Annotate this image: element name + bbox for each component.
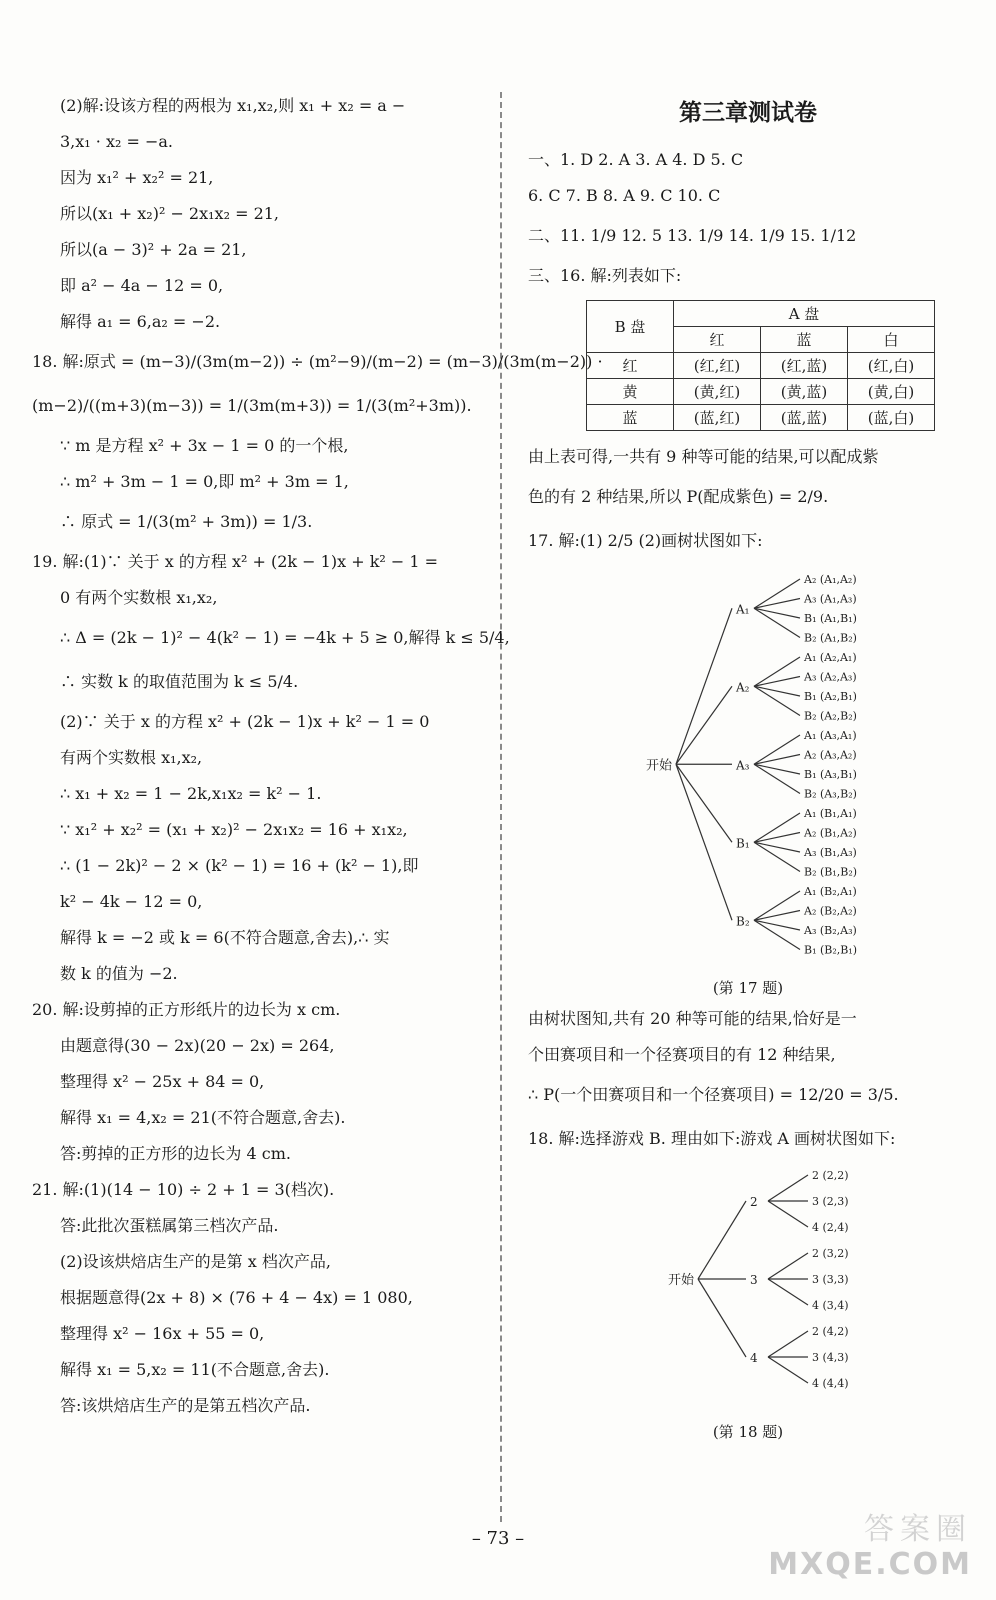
watermark-url: MXQE.COM — [768, 1547, 972, 1582]
tree-edge — [768, 1279, 808, 1305]
left-line: 即 a² − 4a − 12 = 0, — [60, 276, 224, 295]
table-cell: (红,白) — [848, 353, 935, 379]
tree-leaf-label: B₁ (A₂,B₁) — [804, 690, 857, 703]
tree-leaf-label: 2 (2,2) — [812, 1169, 849, 1182]
table-cell: (黄,红) — [674, 379, 761, 405]
tree-leaf-label: A₁ (B₂,A₁) — [804, 885, 857, 898]
tree-branch-label: 4 — [750, 1351, 758, 1365]
left-line: 整理得 x² − 25x + 84 = 0, — [60, 1072, 265, 1091]
q17-conclusion-line: 由树状图知,共有 20 种等可能的结果,恰好是一 — [528, 1009, 857, 1028]
table-row-label: 蓝 — [587, 405, 674, 431]
tree-diagram-18 — [528, 1161, 968, 1415]
tree-leaf-label: B₂ (A₃,B₂) — [804, 787, 857, 801]
tree-edge — [676, 764, 732, 842]
tree-branch-label: B₁ — [736, 836, 750, 851]
q17-conclusion — [528, 1001, 968, 1117]
left-line: 答:剪掉的正方形的边长为 4 cm. — [60, 1144, 291, 1163]
tree-leaf-label: A₃ (B₁,A₃) — [804, 846, 857, 859]
left-line: 解得 k = −2 或 k = 6(不符合题意,舍去),∴ 实 — [60, 928, 390, 947]
tree-diagram-17 — [528, 567, 968, 971]
left-column — [32, 88, 603, 1424]
tree-leaf-label: B₂ (A₂,B₂) — [804, 709, 857, 723]
tree-leaf-label: A₁ (B₁,A₁) — [804, 807, 857, 820]
tree-edge — [768, 1175, 808, 1201]
left-line: ∵ x₁² + x₂² = (x₁ + x₂)² − 2x₁x₂ = 16 + x₁x₂, — [60, 820, 408, 839]
q17-conclusion-line: ∴ P(一个田赛项目和一个径赛项目) = 12/20 = 3/5. — [528, 1085, 899, 1104]
q16-conclusion-2: 色的有 2 种结果,所以 P(配成紫色) = 2/9. — [528, 487, 829, 506]
left-line: 3,x₁ · x₂ = −a. — [60, 132, 174, 151]
tree-leaf-label: 3 (4,3) — [812, 1351, 849, 1364]
left-line: 所以(x₁ + x₂)² − 2x₁x₂ = 21, — [60, 204, 280, 223]
left-line: 答:该烘焙店生产的是第五档次产品. — [60, 1396, 311, 1415]
tree-branch-label: A₂ — [736, 680, 750, 695]
tree-leaf-label: 3 (2,3) — [812, 1195, 849, 1208]
left-line: (2)∵ 关于 x 的方程 x² + (2k − 1)x + k² − 1 = 0 — [60, 712, 430, 731]
tree-leaf-label: A₃ (A₁,A₃) — [804, 592, 857, 606]
tree-leaf-label: B₁ (A₁,B₁) — [804, 612, 857, 625]
tree-leaf-label: A₂ (B₂,A₂) — [804, 904, 857, 918]
tree-edge — [676, 764, 732, 920]
q17-intro: 17. 解:(1) 2/5 (2)画树状图如下: — [528, 531, 763, 550]
tree-leaf-label: 2 (4,2) — [812, 1325, 849, 1338]
left-line: ∴ 原式 = 1/(3(m² + 3m)) = 1/3. — [60, 512, 313, 531]
tree-leaf-label: A₂ (A₃,A₂) — [804, 748, 857, 762]
left-line: 20. 解:设剪掉的正方形纸片的边长为 x cm. — [32, 1000, 341, 1019]
tree-leaf-label: A₃ (A₂,A₃) — [804, 670, 857, 684]
tree-leaf-label: 4 (4,4) — [812, 1377, 849, 1390]
table-row-label: 红 — [587, 353, 674, 379]
left-line: 数 k 的值为 −2. — [60, 964, 178, 983]
table-cell: (蓝,蓝) — [761, 405, 848, 431]
tree-branch-label: A₁ — [736, 602, 750, 617]
left-line: 18. 解:原式 = (m−3)/(3m(m−2)) ÷ (m²−9)/(m−2) = (m−3)/(3m(m−2)) · — [32, 352, 603, 371]
left-line: 解得 x₁ = 4,x₂ = 21(不符合题意,舍去). — [60, 1108, 346, 1127]
tree-edge — [768, 1331, 808, 1357]
watermark-logo-text: 答案圈 — [864, 1512, 972, 1547]
tree-edge — [768, 1357, 808, 1383]
left-line: (2)解:设该方程的两根为 x₁,x₂,则 x₁ + x₂ = a − — [60, 96, 406, 115]
tree-edge — [698, 1201, 746, 1279]
column-divider — [500, 92, 502, 1522]
table-col-header: 蓝 — [761, 327, 848, 353]
tree-branch-label: A₃ — [736, 758, 750, 773]
left-line: ∴ Δ = (2k − 1)² − 4(k² − 1) = −4k + 5 ≥ 0,解得 k ≤ 5/4, — [60, 628, 510, 647]
tree-leaf-label: 4 (3,4) — [812, 1299, 849, 1312]
tree-leaf-label: A₃ (B₂,A₃) — [804, 924, 857, 937]
tree-edge — [676, 686, 732, 764]
left-line: (2)设该烘焙店生产的是第 x 档次产品, — [60, 1252, 331, 1271]
table-row — [587, 353, 935, 379]
chapter-title: 第三章测试卷 — [679, 100, 817, 126]
table-row-label: 黄 — [587, 379, 674, 405]
table-cell: (蓝,白) — [848, 405, 935, 431]
tree-edge — [768, 1201, 808, 1227]
tree-branch-label: B₂ — [736, 914, 750, 929]
q17-conclusion-line: 个田赛项目和一个径赛项目的有 12 种结果, — [528, 1045, 836, 1064]
tree-branch-label: 2 — [750, 1195, 758, 1209]
answer-line: 一、1. D 2. A 3. A 4. D 5. C — [528, 150, 744, 169]
answer-key — [528, 142, 968, 258]
tree-leaf-label: 2 (3,2) — [812, 1247, 849, 1260]
tree-leaf-label: B₂ (B₁,B₂) — [804, 865, 858, 879]
tree-root-label: 开始 — [668, 1273, 695, 1288]
left-line: (m−2)/((m+3)(m−3)) = 1/(3m(m+3)) = 1/(3(m²+3m)). — [32, 396, 472, 415]
left-line: ∴ 实数 k 的取值范围为 k ≤ 5/4. — [60, 672, 299, 691]
table-group-header: A 盘 — [674, 301, 935, 327]
left-line: 19. 解:(1)∵ 关于 x 的方程 x² + (2k − 1)x + k² − 1 = — [32, 552, 439, 571]
tree18-svg — [528, 1161, 968, 1411]
right-column — [528, 88, 968, 1445]
caption-18: (第 18 题) — [712, 1423, 784, 1441]
page-number: – 73 – — [471, 1528, 525, 1549]
table-cell: (黄,蓝) — [761, 379, 848, 405]
tree-leaf-label: B₁ (A₃,B₁) — [804, 768, 857, 781]
caption-17: (第 17 题) — [712, 979, 784, 997]
tree-leaf-label: 3 (3,3) — [812, 1273, 849, 1286]
tree-leaf-label: B₂ (A₁,B₂) — [804, 631, 857, 645]
tree-leaf-label: A₂ (A₁,A₂) — [804, 573, 857, 586]
tree-leaf-label: 4 (2,4) — [812, 1221, 849, 1234]
answer-line: 二、11. 1/9 12. 5 13. 1/9 14. 1/9 15. 1/12 — [528, 226, 857, 245]
left-line: ∴ m² + 3m − 1 = 0,即 m² + 3m = 1, — [60, 472, 349, 491]
left-line: 所以(a − 3)² + 2a = 21, — [60, 240, 247, 259]
left-line: k² − 4k − 12 = 0, — [60, 892, 203, 911]
table-corner: B 盘 — [587, 301, 674, 353]
result-table — [586, 300, 935, 431]
tree-leaf-label: A₂ (B₁,A₂) — [804, 826, 857, 840]
left-line: 0 有两个实数根 x₁,x₂, — [60, 588, 218, 607]
left-line: ∴ (1 − 2k)² − 2 × (k² − 1) = 16 + (k² − 1),即 — [60, 856, 419, 875]
answer-line: 6. C 7. B 8. A 9. C 10. C — [528, 186, 721, 205]
left-line: 答:此批次蛋糕属第三档次产品. — [60, 1216, 279, 1235]
table-row — [587, 405, 935, 431]
tree-root-label: 开始 — [646, 758, 673, 774]
table-col-header: 白 — [848, 327, 935, 353]
left-line: ∵ m 是方程 x² + 3x − 1 = 0 的一个根, — [60, 436, 349, 455]
left-line: 由题意得(30 − 2x)(20 − 2x) = 264, — [60, 1036, 335, 1055]
tree-leaf-label: A₁ (A₃,A₁) — [804, 729, 857, 742]
left-line: 21. 解:(1)(14 − 10) ÷ 2 + 1 = 3(档次). — [32, 1180, 335, 1199]
table-cell: (红,红) — [674, 353, 761, 379]
q18-intro: 18. 解:选择游戏 B. 理由如下:游戏 A 画树状图如下: — [528, 1129, 896, 1148]
tree-edge — [676, 608, 732, 764]
table-cell: (红,蓝) — [761, 353, 848, 379]
left-line: 根据题意得(2x + 8) × (76 + 4 − 4x) = 1 080, — [60, 1288, 413, 1307]
q16-intro: 三、16. 解:列表如下: — [528, 266, 682, 285]
tree-edge — [768, 1253, 808, 1279]
tree17-svg — [528, 567, 968, 967]
table-cell: (黄,白) — [848, 379, 935, 405]
tree-leaf-label: A₁ (A₂,A₁) — [804, 651, 857, 664]
left-line: 解得 x₁ = 5,x₂ = 11(不合题意,舍去). — [60, 1360, 330, 1379]
left-line: 解得 a₁ = 6,a₂ = −2. — [60, 312, 221, 331]
tree-leaf-label: B₁ (B₂,B₁) — [804, 943, 858, 957]
tree-branch-label: 3 — [750, 1273, 758, 1287]
left-line: 有两个实数根 x₁,x₂, — [60, 748, 203, 767]
table-row — [587, 379, 935, 405]
table-cell: (蓝,红) — [674, 405, 761, 431]
q16-conclusion-1: 由上表可得,一共有 9 种等可能的结果,可以配成紫 — [528, 447, 879, 466]
table-col-header: 红 — [674, 327, 761, 353]
tree-edge — [698, 1279, 746, 1357]
left-line: 因为 x₁² + x₂² = 21, — [60, 168, 214, 187]
left-line: ∴ x₁ + x₂ = 1 − 2k,x₁x₂ = k² − 1. — [60, 784, 322, 803]
left-line: 整理得 x² − 16x + 55 = 0, — [60, 1324, 265, 1343]
